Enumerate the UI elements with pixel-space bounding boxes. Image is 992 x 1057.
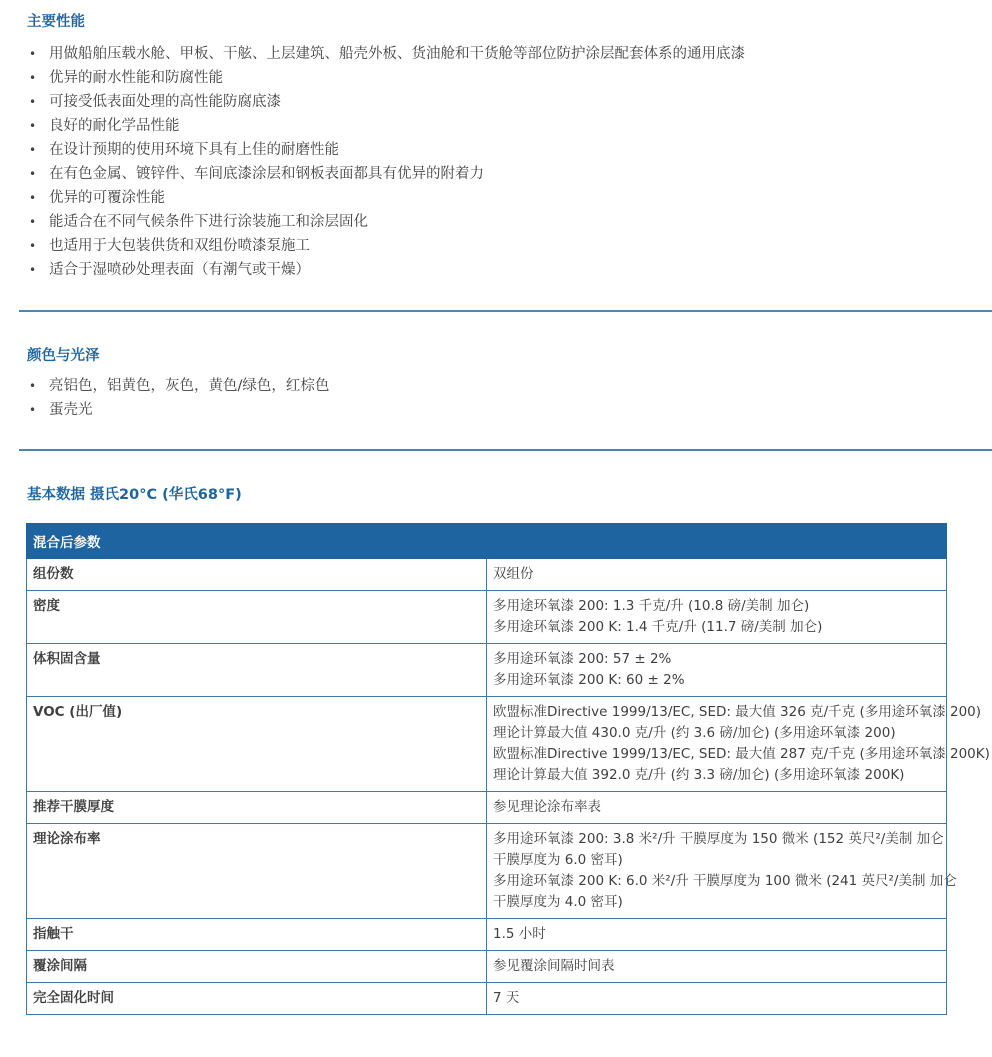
row-value: 多用途环氧漆 200: 1.3 千克/升 (10.8 磅/美制 加仑) 多用途环氧漆 200 K: 1.4 千克/升 (11.7 磅/美制 加仑) — [487, 591, 947, 644]
bullet-icon: • — [29, 239, 37, 253]
table-row — [27, 983, 947, 1015]
mixed-parameters-table — [26, 523, 990, 1015]
table-row — [27, 697, 947, 792]
table-row — [27, 951, 947, 983]
list-item: • 可接受低表面处理的高性能防腐底漆 — [27, 90, 745, 114]
bullet-icon: • — [29, 379, 37, 393]
row-label: 指触干 — [27, 919, 487, 951]
section-divider — [19, 449, 992, 451]
list-item: • 在有色金属、镀锌件、车间底漆涂层和钢板表面都具有优异的附着力 — [27, 162, 745, 186]
row-value: 参见理论涂布率表 — [487, 792, 947, 824]
row-value: 多用途环氧漆 200: 57 ± 2% 多用途环氧漆 200 K: 60 ± 2% — [487, 644, 947, 697]
row-label: 密度 — [27, 591, 487, 644]
list-item: • 能适合在不同气候条件下进行涂装施工和涂层固化 — [27, 210, 745, 234]
table-row — [27, 919, 947, 951]
row-value: 欧盟标准Directive 1999/13/EC, SED: 最大值 326 克/千克 (多用途环氧漆 200) 理论计算最大值 430.0 克/升 (约 3.6 磅/加仑) (多用途环氧漆 200) 欧盟标准Directive 1999/13/EC, SED: 最大值 287 克/千克 (多用途环氧漆 200K) 理论计算最大值 392.0 克/升 (约 3.3 磅/加仑) (多用途环氧漆 200K) — [487, 697, 947, 792]
list-item: • 在设计预期的使用环境下具有上佳的耐磨性能 — [27, 138, 745, 162]
bullet-icon: • — [29, 95, 37, 109]
list-item: • 适合于湿喷砂处理表面（有潮气或干燥） — [27, 258, 745, 282]
bullet-icon: • — [29, 143, 37, 157]
bullet-icon: • — [29, 47, 37, 61]
table-row — [27, 559, 947, 591]
bullet-icon: • — [29, 167, 37, 181]
row-value: 1.5 小时 — [487, 919, 947, 951]
color-gloss-heading: 颜色与光泽 — [27, 348, 100, 364]
list-item: • 亮铝色，铝黄色，灰色，黄色/绿色，红棕色 — [27, 374, 329, 398]
list-item: • 良好的耐化学品性能 — [27, 114, 745, 138]
list-item: • 优异的耐水性能和防腐性能 — [27, 66, 745, 90]
row-label: 推荐干膜厚度 — [27, 792, 487, 824]
row-value: 7 天 — [487, 983, 947, 1015]
color-gloss-list — [27, 374, 329, 422]
list-item: • 用做船舶压载水舱、甲板、干舷、上层建筑、船壳外板、货油舱和干货舱等部位防护涂层配套体系的通用底漆 — [27, 42, 745, 66]
bullet-icon: • — [29, 215, 37, 229]
row-value: 双组份 — [487, 559, 947, 591]
table-row — [27, 824, 947, 919]
performance-list — [27, 42, 745, 282]
bullet-icon: • — [29, 119, 37, 133]
row-label: 覆涂间隔 — [27, 951, 487, 983]
row-label: 理论涂布率 — [27, 824, 487, 919]
performance-heading: 主要性能 — [27, 14, 85, 30]
row-label: 组份数 — [27, 559, 487, 591]
row-label: VOC (出厂值) — [27, 697, 487, 792]
bullet-icon: • — [29, 71, 37, 85]
bullet-icon: • — [29, 263, 37, 277]
table-header-row — [27, 524, 947, 559]
basic-data-heading: 基本数据 摄氏20°C (华氏68°F) — [27, 487, 242, 503]
list-item: • 也适用于大包装供货和双组份喷漆泵施工 — [27, 234, 745, 258]
row-value: 参见覆涂间隔时间表 — [487, 951, 947, 983]
table-header: 混合后参数 — [27, 524, 947, 559]
bullet-icon: • — [29, 403, 37, 417]
bullet-icon: • — [29, 191, 37, 205]
table-row — [27, 591, 947, 644]
row-label: 完全固化时间 — [27, 983, 487, 1015]
section-divider — [19, 310, 992, 312]
row-value: 多用途环氧漆 200: 3.8 米²/升 干膜厚度为 150 微米 (152 英尺²/美制 加仑 干膜厚度为 6.0 密耳) 多用途环氧漆 200 K: 6.0 米²/升 干膜厚度为 100 微米 (241 英尺²/美制 加仑 干膜厚度为 4.0 密耳) — [487, 824, 947, 919]
table-row — [27, 644, 947, 697]
table-row — [27, 792, 947, 824]
row-label: 体积固含量 — [27, 644, 487, 697]
list-item: • 蛋壳光 — [27, 398, 329, 422]
list-item: • 优异的可覆涂性能 — [27, 186, 745, 210]
